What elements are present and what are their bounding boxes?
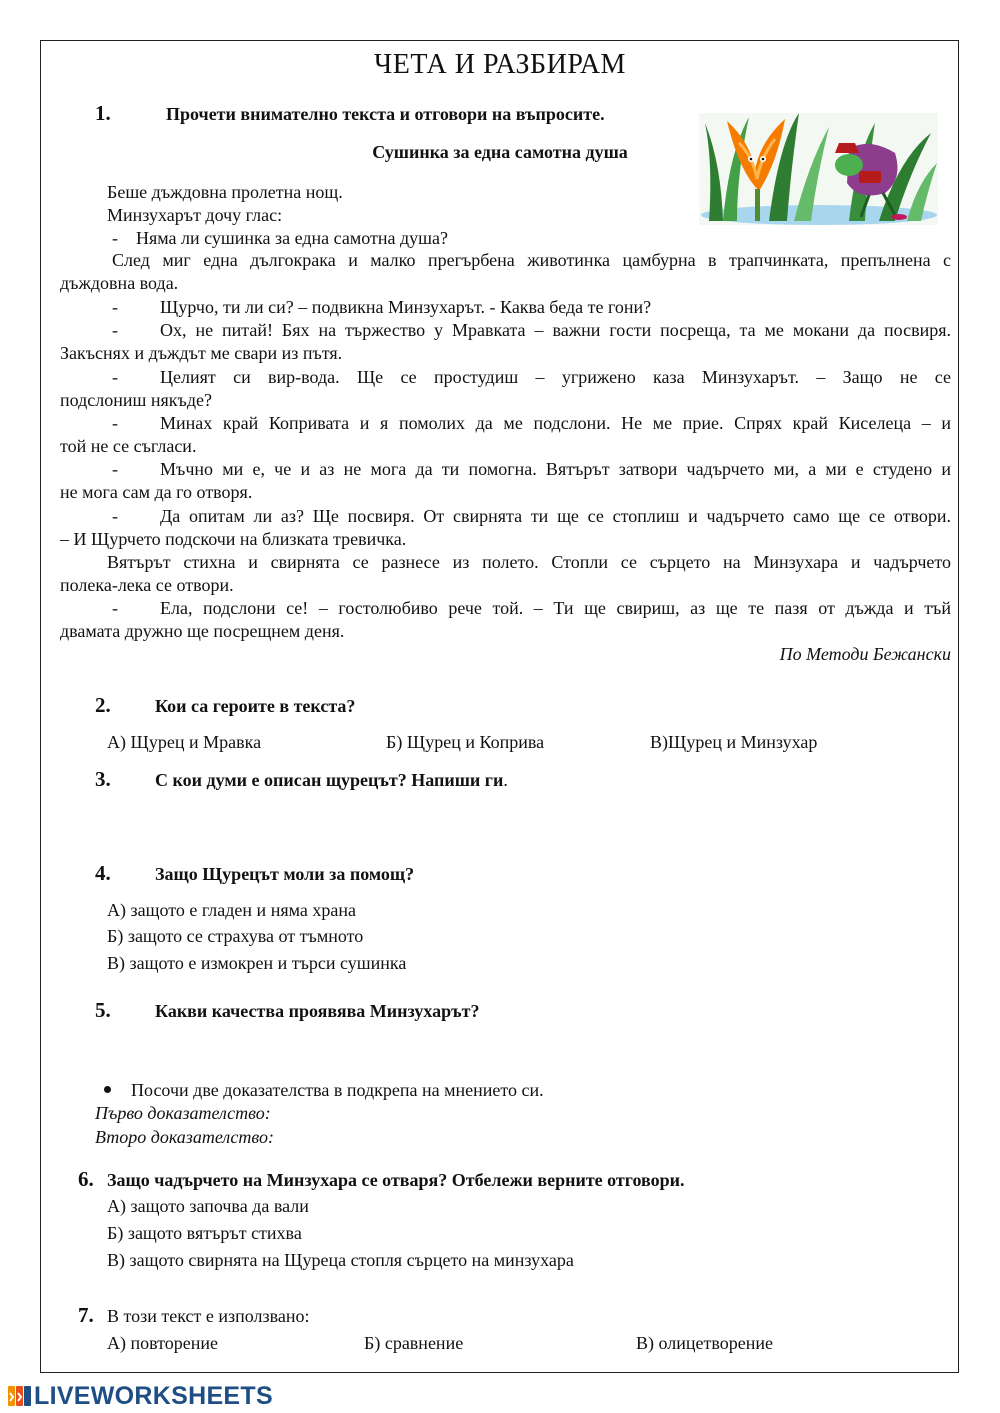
story-line: - Няма ли сушинка за една самотна душа? xyxy=(112,228,448,248)
liveworksheets-logo-icon xyxy=(8,1385,32,1407)
q4-number: 4. xyxy=(95,861,111,885)
story-paragraph xyxy=(60,366,951,389)
footer-brand-text: LIVEWORKSHEETS xyxy=(34,1382,273,1410)
q7-option-c[interactable]: В) олицетворение xyxy=(636,1333,773,1353)
q6-option-a[interactable]: А) защото започва да вали xyxy=(107,1196,309,1216)
q4-option-a[interactable]: А) защото е гладен и няма храна xyxy=(107,900,356,920)
q1-number: 1. xyxy=(95,101,111,125)
q6-option-b[interactable]: Б) защото вятърът стихва xyxy=(107,1223,302,1243)
dialogue-dash: - xyxy=(112,413,118,433)
q4-text: Защо Щурецът моли за помощ? xyxy=(155,864,415,884)
footer-brand[interactable] xyxy=(8,1384,273,1408)
q7-option-b[interactable]: Б) сравнение xyxy=(364,1333,464,1353)
dialogue-dash: - xyxy=(112,506,118,526)
story-line: дъждовна вода. xyxy=(60,273,179,293)
q5-bullet-text: Посочи две доказателства в подкрепа на мнението си. xyxy=(131,1080,544,1100)
story-line: Минзухарът дочу глас: xyxy=(107,205,283,225)
story-line: полека-лека се отвори. xyxy=(60,575,234,595)
story-line: не мога сам да го отворя. xyxy=(60,482,253,502)
story-paragraph xyxy=(60,412,951,435)
page-title: ЧЕТА И РАЗБИРАМ xyxy=(374,49,626,80)
q5-number: 5. xyxy=(95,998,111,1022)
story-paragraph xyxy=(60,296,951,319)
story-line: подслониш някъде? xyxy=(60,390,212,410)
q6-text: Защо чадърчето на Минзухара се отваря? Отбележи верните отговори. xyxy=(107,1170,685,1190)
story-line: Да опитам ли аз? Ще посвиря. От свирнята ти ще се стоплиш и чадърчето само ще се отвори. xyxy=(160,506,951,526)
story-line: Щурчо, ти ли си? – подвикна Минзухарът. - Каква беда те гони? xyxy=(160,297,652,317)
story-line: Ох, не питай! Бях на тържество у Мравката – важни гости посреща, та ме мокани да посвиря. xyxy=(160,320,951,340)
dialogue-dash: - xyxy=(112,320,118,340)
q4-option-c[interactable]: В) защото е измокрен и търси сушинка xyxy=(107,953,407,973)
story-line: Минах край Копривата и я помолих да ме подслони. Не ме прие. Спрях край Киселеца – и xyxy=(160,413,951,433)
q2-text: Кои са героите в текста? xyxy=(155,696,356,716)
q7-text: В този текст е използвано: xyxy=(107,1306,310,1326)
dialogue-dash: - xyxy=(112,459,118,479)
story-line: Беше дъждовна пролетна нощ. xyxy=(107,182,343,202)
author-credit: По Методи Бежански xyxy=(779,644,951,664)
q7-number: 7. xyxy=(78,1303,94,1327)
q3-question: С кои думи е описан щурецът? Напиши ги xyxy=(155,770,504,790)
q2-number: 2. xyxy=(95,693,111,717)
q1-text: Прочети внимателно текста и отговори на въпросите. xyxy=(166,104,605,124)
story-paragraph xyxy=(60,458,951,481)
story-paragraph xyxy=(60,597,951,620)
story-line: Целият си вир-вода. Ще се простудиш – угрижено каза Минзухарът. – Защо не се xyxy=(160,367,951,387)
story-line: Закъснях и дъждът ме свари из пътя. xyxy=(60,343,343,363)
q6-option-c[interactable]: В) защото свирнята на Щуреца стопля сърцето на минзухара xyxy=(107,1250,574,1270)
dialogue-dash: - xyxy=(112,297,118,317)
story-line: – И Щурчето подскочи на близката тревичка. xyxy=(60,529,407,549)
q5-text: Какви качества проявява Минзухарът? xyxy=(155,1001,480,1021)
q2-option-b[interactable]: Б) Щурец и Коприва xyxy=(386,732,545,752)
bullet-icon xyxy=(104,1086,111,1093)
story-paragraph xyxy=(60,319,951,342)
q3-period: . xyxy=(503,770,508,790)
q2-option-c[interactable]: В)Щурец и Минзухар xyxy=(650,732,818,752)
q5-evidence-2[interactable]: Второ доказателство: xyxy=(95,1127,274,1147)
story-line: Ела, подслони се! – гостолюбиво рече той. – Ти ще свириш, аз ще те пазя от дъжда и тъй xyxy=(160,598,951,618)
q3-text xyxy=(155,769,508,791)
story-line: двамата дружно ще посрещнем деня. xyxy=(60,621,345,641)
story-paragraph: Вятърът стихна и свирнята се разнесе из полето. Стопли се сърцето на Минзухара и чадърчето xyxy=(107,552,951,572)
q7-option-a[interactable]: А) повторение xyxy=(107,1333,219,1353)
story-line: Мъчно ми е, че и аз не мога да ти помогна. Вятърът затвори чадърчето ми, а ми е студено и xyxy=(160,459,951,479)
dialogue-dash: - xyxy=(112,598,118,618)
q5-evidence-1[interactable]: Първо доказателство: xyxy=(95,1103,271,1123)
flower-cricket-illustration xyxy=(699,113,938,225)
q3-number: 3. xyxy=(95,767,111,791)
story-paragraph: След миг една дългокрака и малко прегърбена животинка цамбурна в трапчинката, препълнена с xyxy=(112,250,951,270)
story-paragraph xyxy=(60,505,951,528)
story-line: той не се съгласи. xyxy=(60,436,197,456)
dialogue-dash: - xyxy=(112,367,118,387)
q6-number: 6. xyxy=(78,1167,94,1191)
q2-option-a[interactable]: А) Щурец и Мравка xyxy=(107,732,262,752)
q4-option-b[interactable]: Б) защото се страхува от тъмното xyxy=(107,926,364,946)
story-title: Сушинка за една самотна душа xyxy=(372,142,628,162)
